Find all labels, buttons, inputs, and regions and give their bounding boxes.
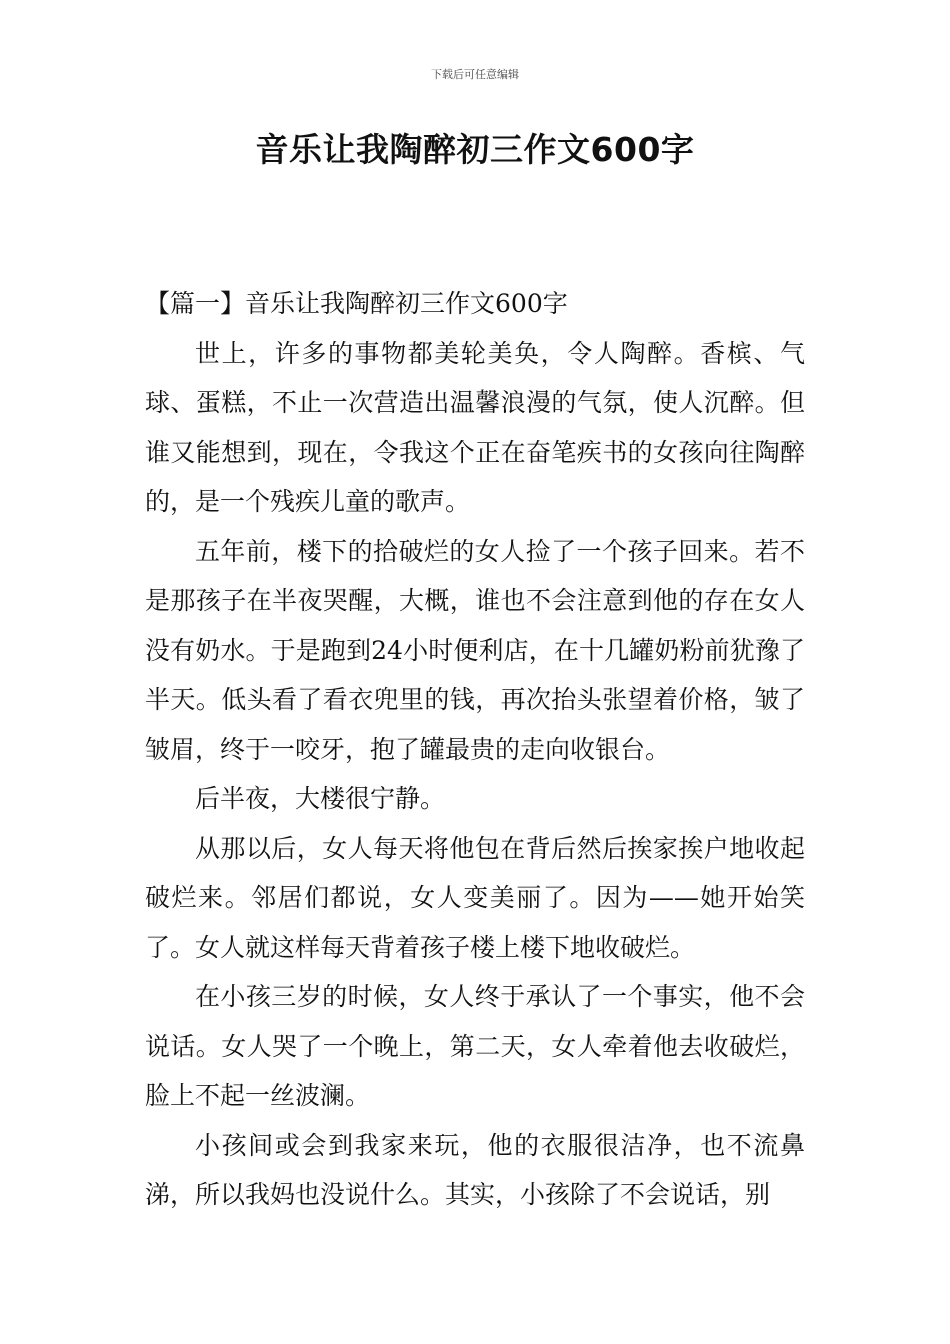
document-title: 音乐让我陶醉初三作文600字 [255,130,695,169]
paragraph: 在小孩三岁的时候，女人终于承认了一个事实，他不会说话。女人哭了一个晚上，第二天，女人牵着他去收破烂，脸上不起一丝波澜。 [145,982,805,1110]
paragraph: 后半夜，大楼很宁静。 [195,784,446,813]
paragraph: 从那以后，女人每天将他包在背后然后挨家挨户地收起破烂来。邻居们都说，女人变美丽了。因为——她开始笑了。女人就这样每天背着孩子楼上楼下地收破烂。 [145,833,805,962]
header-note: 下载后可任意编辑 [431,68,519,81]
paragraph: 五年前，楼下的拾破烂的女人捡了一个孩子回来。若不是那孩子在半夜哭醒，大概，谁也不会注意到他的存在女人没有奶水。于是跑到24小时便利店，在十几罐奶粉前犹豫了半天。低头看了看衣兜里的钱，再次抬头张望着价格，皱了皱眉，终于一咬牙，抱了罐最贵的走向收银台。 [145,536,805,764]
paragraph: 世上，许多的事物都美轮美奂，令人陶醉。香槟、气球、蛋糕，不止一次营造出温馨浪漫的气氛，使人沉醉。但谁又能想到，现在，令我这个正在奋笔疾书的女孩向往陶醉的，是一个残疾儿童的歌声。 [145,338,805,516]
section-heading: 【篇一】音乐让我陶醉初三作文600字 [145,289,568,318]
document-body [145,279,805,1220]
paragraph: 小孩间或会到我家来玩，他的衣服很洁净，也不流鼻涕，所以我妈也没说什么。其实，小孩除了不会说话，别 [145,1130,805,1209]
